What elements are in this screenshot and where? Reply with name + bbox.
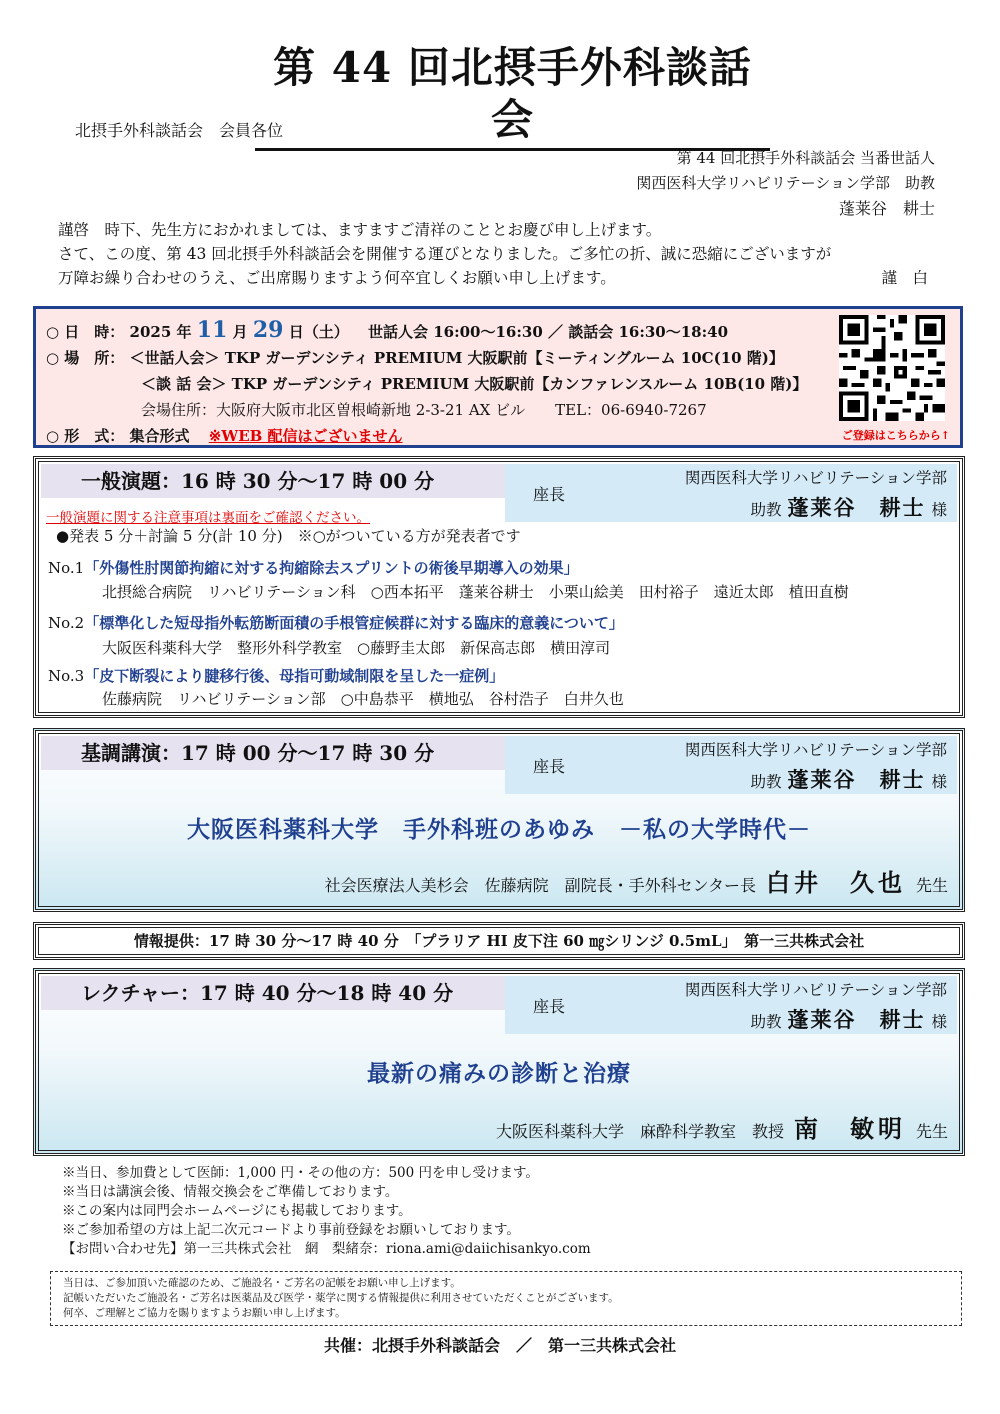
- date-month-unit: 月: [232, 323, 248, 341]
- addressee: 北摂手外科談話会 会員各位: [75, 121, 284, 140]
- talk-title-1: [48, 557, 579, 578]
- speaker-affiliation: 大阪医科薬科大学 麻酔科学教室 教授: [495, 1122, 784, 1141]
- chair-name: 蓬莱谷 耕士: [787, 495, 926, 520]
- chair-position: 助教: [750, 1013, 782, 1031]
- sponsor-line: 共催：北摂手外科談話会 ／ 第一三共株式会社: [323, 1336, 676, 1355]
- organizer-line-3: 蓬莱谷 耕士: [838, 199, 935, 218]
- chair-honorific: 様: [931, 1013, 947, 1031]
- greeting-line-3: 万障お繰り合わせのうえ、ご出席賜りますよう何卒宜しくお願い申し上げます。: [58, 269, 616, 287]
- privacy-line: 当日は、ご参加頂いた確認のため、ご施設名・ご芳名の記帳をお願い申し上げます。: [63, 1277, 461, 1289]
- no-web-notice: ※WEB 配信はございません: [208, 427, 403, 445]
- place-2: ＜談 話 会＞ TKP ガーデンシティ PREMIUM 大阪駅前【カンファレンスルーム 10B(10 階)】: [141, 375, 808, 393]
- greeting-line-1: 謹啓 時下、先生方におかれましては、ますますご清祥のこととお慶び申し上げます。: [58, 221, 662, 239]
- speaker-affiliation: 社会医療法人美杉会 佐藤病院 副院長・手外科センター長: [324, 876, 756, 895]
- talk-no-3: No.3: [48, 667, 85, 685]
- talk-no-2: No.2: [48, 614, 85, 632]
- note-item: ※この案内は同門会ホームページにも掲載しております。: [62, 1203, 412, 1219]
- chair-label: 座長: [533, 757, 566, 776]
- address-row: [141, 399, 707, 420]
- date-row: [46, 317, 728, 343]
- general-chair-box: [505, 464, 957, 522]
- privacy-notice: [50, 1271, 962, 1326]
- date-label: ○ 日 時：: [46, 323, 125, 341]
- organizer-line-2: 関西医科大学リハビリテーション学部 助教: [636, 174, 935, 192]
- talk-title-text-1: 「外傷性肘関節拘縮に対する拘縮除去スプリントの術後早期導入の効果」: [84, 559, 579, 577]
- chair-name-line: [750, 764, 947, 794]
- privacy-line: 何卒、ご理解とご協力を賜りますようお願い申し上げます。: [63, 1307, 346, 1319]
- speaker-honorific: 先生: [915, 1122, 948, 1141]
- event-info-box: [33, 306, 963, 448]
- speaker-name: 白井 久也: [765, 868, 906, 897]
- chair-position: 助教: [750, 501, 782, 519]
- date-day: 29: [252, 317, 284, 343]
- talk-title-text-3: 「皮下断裂により腱移行後、母指可動域制限を呈した一症例」: [84, 667, 505, 685]
- qr-caption: ご登録はこちらから↑: [841, 429, 950, 442]
- info-provision: 情報提供：17 時 30 分～17 時 40 分 「プラリア HI 皮下注 60 ㎎シリンジ 0.5mL」 第一三共株式会社: [33, 922, 965, 960]
- lecture-title: 最新の痛みの診断と治療: [367, 1060, 631, 1087]
- talk-authors-3: 佐藤病院 リハビリテーション部 ○中島恭平 横地弘 谷村浩子 白井久也: [102, 690, 624, 708]
- talk-no-1: No.1: [48, 559, 85, 577]
- place-row-2: [141, 373, 807, 394]
- format-row: [46, 425, 403, 446]
- organizer-block: [636, 146, 935, 221]
- note-item: ※ご参加希望の方は上記二次元コードより事前登録をお願いしております。: [62, 1222, 520, 1238]
- talk-authors-1: 北摂総合病院 リハビリテーション科 ○西本拓平 蓬莱谷耕士 小栗山絵美 田村裕子 遠近太郎 植田直樹: [102, 583, 849, 601]
- date-year: 2025 年: [129, 323, 192, 341]
- keynote-speaker: [325, 863, 948, 898]
- general-notice: 一般演題に関する注意事項は裏面をご確認ください。: [46, 510, 370, 526]
- date-day-unit: 日（土）: [288, 323, 349, 341]
- note-item: ※当日、参加費として医師：1,000 円・その他の方：500 円を申し受けます。: [62, 1165, 539, 1181]
- keynote-heading: 基調講演：17 時 00 分～17 時 30 分: [41, 736, 511, 770]
- note-item: ※当日は講演会後、情報交換会をご準備しております。: [62, 1184, 399, 1200]
- greeting-line-2: さて、この度、第 43 回北摂手外科談話会を開催する運びとなりました。ご多忙の折、誠に恐縮にございますが: [58, 245, 832, 263]
- chair-name: 蓬莱谷 耕士: [787, 767, 926, 792]
- chair-name-line: [750, 492, 947, 522]
- talk-title-3: [48, 665, 504, 686]
- lecture-speaker: [496, 1109, 948, 1144]
- talk-title-text-2: 「標準化した短母指外転筋断面積の手根管症候群に対する臨床的意義について」: [84, 614, 624, 632]
- privacy-line: 記帳いただいたご施設名・ご芳名は医薬品及び医学・薬学に関する情報提供に利用させていただくことがございます。: [63, 1292, 619, 1304]
- lecture-heading: レクチャー：17 時 40 分～18 時 40 分: [41, 976, 511, 1010]
- chair-label: 座長: [533, 997, 566, 1016]
- date-times: 世話人会 16:00～16:30 ／ 談話会 16:30～18:40: [367, 323, 729, 341]
- greeting-text: [58, 218, 940, 290]
- chair-org: 関西医科大学リハビリテーション学部: [684, 981, 947, 999]
- speaker-honorific: 先生: [915, 876, 948, 895]
- notes-list: [62, 1164, 591, 1259]
- place-1: ＜世話人会＞ TKP ガーデンシティ PREMIUM 大阪駅前【ミーティングルーム 10C(10 階)】: [129, 349, 784, 367]
- place-row-1: [46, 347, 784, 368]
- chair-honorific: 様: [931, 501, 947, 519]
- talk-title-2: [48, 612, 624, 633]
- format-label: ○ 形 式：: [46, 427, 125, 445]
- chair-position: 助教: [750, 773, 782, 791]
- organizer-line-1: 第 44 回北摂手外科談話会 当番世話人: [676, 149, 935, 167]
- registration-qr-code-icon[interactable]: [839, 315, 945, 421]
- lecture-chair-box: [505, 976, 957, 1034]
- general-presentations-section: [33, 456, 965, 718]
- format-value: 集合形式: [129, 427, 190, 445]
- keynote-section: [33, 728, 965, 912]
- place-label: ○ 場 所：: [46, 349, 125, 367]
- date-month: 11: [196, 317, 228, 343]
- greeting-sign: 謹 白: [881, 269, 928, 287]
- keynote-title: 大阪医科薬科大学 手外科班のあゆみ －私の大学時代－: [187, 816, 811, 843]
- venue-address: 会場住所：大阪府大阪市北区曽根崎新地 2-3-21 AX ビル TEL：06-6940-7267: [141, 401, 707, 419]
- chair-honorific: 様: [931, 773, 947, 791]
- speaker-name: 南 敏明: [793, 1114, 906, 1143]
- lecture-section: [33, 968, 965, 1156]
- page-title: 第 44 回北摂手外科談話会: [255, 42, 770, 151]
- contact-info: 【お問い合わせ先】第一三共株式会社 網 梨緒奈：riona.ami@daiichisankyo.com: [62, 1241, 591, 1257]
- presentation-rule: ●発表 5 分＋討論 5 分(計 10 分) ※○がついている方が発表者です: [56, 527, 521, 545]
- chair-org: 関西医科大学リハビリテーション学部: [684, 469, 947, 487]
- keynote-chair-box: [505, 736, 957, 794]
- chair-org: 関西医科大学リハビリテーション学部: [684, 741, 947, 759]
- general-heading: 一般演題：16 時 30 分～17 時 00 分: [41, 464, 511, 498]
- chair-label: 座長: [533, 485, 566, 504]
- talk-authors-2: 大阪医科薬科大学 整形外科学教室 ○藤野圭太郎 新保高志郎 横田淳司: [102, 639, 611, 657]
- chair-name-line: [750, 1004, 947, 1034]
- chair-name: 蓬莱谷 耕士: [787, 1007, 926, 1032]
